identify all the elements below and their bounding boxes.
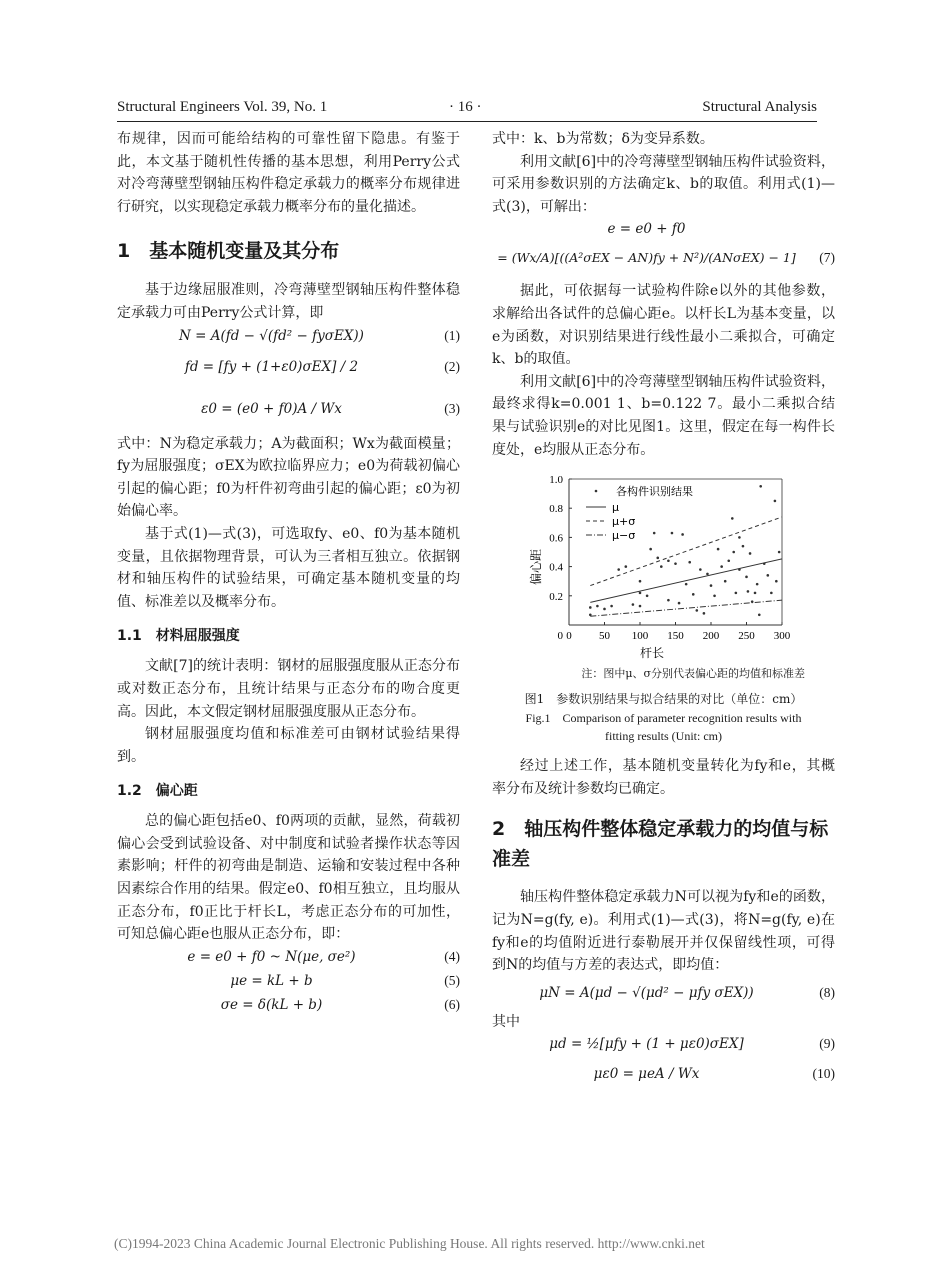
data-point bbox=[710, 584, 713, 587]
section-heading-2: 2 轴压构件整体稳定承载力的均值与标准差 bbox=[492, 818, 829, 871]
data-point bbox=[724, 580, 727, 583]
x-tick-label: 250 bbox=[738, 630, 755, 643]
data-point bbox=[653, 532, 656, 535]
equation-number: (4) bbox=[444, 948, 460, 964]
data-point bbox=[727, 560, 730, 563]
data-point bbox=[703, 612, 706, 615]
data-point bbox=[717, 548, 720, 551]
equation-body: σe = δ(kL + b) bbox=[220, 996, 323, 1013]
equation-body: με0 = μeA / Wx bbox=[593, 1066, 700, 1083]
data-point bbox=[688, 561, 691, 564]
data-point bbox=[639, 605, 642, 608]
data-point bbox=[754, 592, 757, 595]
y-tick-label: 1.0 bbox=[549, 474, 563, 487]
equation-body: μe = kL + b bbox=[230, 972, 313, 989]
section-heading-1: 1 基本随机变量及其分布 bbox=[117, 240, 340, 263]
paragraph: 据此，可依据每一试验构件除e以外的其他参数，求解给出各试件的总偏心距e。以杆长L为基本变量，以e为函数，对识别结果进行线性最小二乘拟合，可确定k、b的取值。 bbox=[492, 283, 835, 368]
subsection-heading-1-2: 1.2 偏心距 bbox=[117, 783, 198, 800]
equation-number: (1) bbox=[444, 327, 460, 343]
equation-body: e = e0 + f0 ~ N(μe, σe²) bbox=[187, 948, 356, 965]
paragraph: 式中：N为稳定承载力；A为截面积；Wx为截面模量；fy为屈服强度；σEX为欧拉临界应力；e0为荷载初偏心引起的偏心距；f0为杆件初弯曲引起的偏心距；ε0为初始偏心率。 bbox=[117, 435, 460, 520]
data-point bbox=[625, 565, 628, 568]
data-point bbox=[775, 580, 778, 583]
equation-number: (7) bbox=[819, 250, 835, 266]
legend-label-mu-plus-sigma: μ+σ bbox=[612, 515, 636, 529]
subsection-heading-1-1: 1.1 材料屈服强度 bbox=[117, 628, 240, 645]
paragraph: 其中 bbox=[492, 1013, 520, 1030]
data-point bbox=[610, 605, 613, 608]
y-axis-label: 偏心距 bbox=[529, 549, 543, 586]
paragraph: 利用文献[6]中的冷弯薄壁型钢轴压构件试验资料，最终求得k=0.001 1、b=0.122 7。最小二乘拟合结果与试验识别e的对比见图1。这里，假定在每一构件长度处，e均服从正态分布。 bbox=[492, 373, 835, 458]
data-point bbox=[696, 609, 699, 612]
paragraph: 经过上述工作，基本随机变量转化为fy和e，其概率分布及统计参数均已确定。 bbox=[492, 758, 835, 797]
paragraph: 文献[7]的统计表明：钢材的屈服强度服从正态分布或对数正态分布，且统计结果与正态分布的吻合度更高。因此，本文假定钢材屈服强度服从正态分布。 bbox=[117, 658, 460, 720]
data-point bbox=[774, 500, 777, 503]
data-point bbox=[749, 552, 752, 555]
equation-7 bbox=[492, 242, 835, 280]
data-point bbox=[671, 532, 674, 535]
paragraph: 总的偏心距包括e0、f0两项的贡献，显然，荷载初偏心会受到试验设备、对中制度和试验者操作状态等因素影响；杆件的初弯曲是制造、运输和安装过程中各种因素综合作用的结果。假定e0、f0相互独立，且均服从正态分布，f0正比于杆长L，考虑正态分布的可加性，可知总偏心距e也服从正态分布，即： bbox=[117, 813, 460, 943]
data-point bbox=[738, 536, 741, 539]
data-point bbox=[649, 548, 652, 551]
data-point bbox=[632, 603, 635, 606]
equation-9 bbox=[492, 1033, 835, 1063]
equation-2 bbox=[117, 349, 460, 389]
paragraph: 基于边缘屈服准则，冷弯薄壁型钢轴压构件整体稳定承载力可由Perry公式计算，即 bbox=[117, 282, 460, 321]
data-point bbox=[678, 602, 681, 605]
x-axis-label: 杆长 bbox=[639, 646, 665, 661]
paragraph: 布规律，因而可能给结构的可靠性留下隐患。有鉴于此，本文基于随机性传播的基本思想，利用Perry公式对冷弯薄壁型钢轴压构件稳定承载力的概率分布规律进行研究，以实现稳定承载力概率分布的量化描述。 bbox=[117, 131, 460, 215]
data-point bbox=[646, 595, 649, 598]
x-tick-label: 300 bbox=[773, 630, 791, 643]
y-tick-label: 0.4 bbox=[549, 561, 563, 574]
figure-note: 注：图中μ、σ分别代表偏心距的均值和标准差 bbox=[581, 667, 805, 681]
data-point bbox=[720, 565, 723, 568]
equation-4 bbox=[117, 946, 460, 970]
y-tick-label: 0.6 bbox=[549, 532, 563, 545]
paragraph: 钢材屈服强度均值和标准差可由钢材试验结果得到。 bbox=[117, 726, 460, 765]
copyright-footer: (C)1994-2023 China Academic Journal Electronic Publishing House. All rights reserved. http://www.cnki.net bbox=[114, 1236, 705, 1251]
equation-10 bbox=[492, 1063, 835, 1093]
data-point bbox=[603, 608, 606, 611]
data-point bbox=[596, 605, 599, 608]
legend-label-points: 各构件识别结果 bbox=[616, 485, 693, 499]
data-point bbox=[745, 576, 748, 579]
left-column bbox=[117, 128, 460, 1018]
equation-number: (3) bbox=[444, 400, 460, 416]
data-point bbox=[674, 563, 677, 566]
figure-1 bbox=[492, 467, 835, 745]
data-point bbox=[731, 517, 734, 520]
equation-number: (6) bbox=[444, 996, 460, 1012]
data-point bbox=[770, 592, 773, 595]
paragraph: 基于式(1)—式(3)，可选取fy、e0、f0为基本随机变量，且依据物理背景，可认为三者相互独立。依据钢材和轴压构件的试验结果，可确定基本随机变量的均值、标准差以及概率分布。 bbox=[117, 525, 460, 610]
section-name: Structural Analysis bbox=[702, 99, 817, 115]
y-tick-label: 0.8 bbox=[549, 503, 563, 516]
legend-label-mu-minus-sigma: μ−σ bbox=[612, 529, 636, 543]
data-point bbox=[735, 592, 738, 595]
legend-marker-points bbox=[595, 490, 598, 493]
data-point bbox=[589, 606, 592, 609]
figure-caption-en-2: fitting results (Unit: cm) bbox=[605, 729, 722, 744]
data-point bbox=[639, 592, 642, 595]
origin-label: 0 bbox=[557, 630, 563, 643]
legend bbox=[586, 484, 693, 542]
equation-body: = (Wx/A)[((A²σEX − AN)fy + N²)/(ANσEX) − 1] bbox=[497, 250, 796, 266]
equation-number: (2) bbox=[444, 358, 460, 374]
data-point bbox=[706, 573, 709, 576]
data-point bbox=[713, 595, 716, 598]
equation-3 bbox=[117, 389, 460, 433]
paragraph: 轴压构件整体稳定承载力N可以视为fy和e的函数，记为N=g(fy, e)。利用式(1)—式(3)，将N=g(fy, e)在fy和e的均值附近进行泰勒展开并仅保留线性项，可得到N的均值与方差的表达式，即均值： bbox=[492, 889, 835, 974]
paragraph: 利用文献[6]中的冷弯薄壁型钢轴压构件试验资料，可采用参数识别的方法确定k、b的取值。利用式(1)—式(3)，可解出： bbox=[492, 153, 835, 215]
journal-info: Structural Engineers Vol. 39, No. 1 bbox=[117, 99, 328, 115]
data-point bbox=[685, 583, 688, 586]
data-point bbox=[756, 583, 759, 586]
x-tick-label: 0 bbox=[566, 630, 572, 643]
scatter-chart bbox=[492, 467, 835, 667]
data-point bbox=[747, 590, 750, 593]
data-point bbox=[681, 533, 684, 536]
data-point bbox=[732, 551, 735, 554]
data-point bbox=[758, 614, 761, 617]
equation-body: e = e0 + f0 bbox=[607, 221, 686, 238]
fit-line-dashdot bbox=[590, 600, 782, 616]
data-point bbox=[767, 574, 770, 577]
equation-1 bbox=[117, 325, 460, 349]
paragraph: 式中：k、b为常数；δ为变异系数。 bbox=[492, 131, 714, 147]
x-tick-label: 100 bbox=[631, 630, 649, 643]
data-point bbox=[667, 599, 670, 602]
equation-7a bbox=[492, 218, 835, 242]
fit-line-solid bbox=[590, 559, 782, 603]
equation-6 bbox=[117, 994, 460, 1018]
page-number: · 16 · bbox=[449, 99, 482, 115]
x-tick-label: 50 bbox=[599, 630, 610, 643]
x-tick-label: 200 bbox=[702, 630, 720, 643]
data-point bbox=[656, 557, 659, 560]
equation-body: μN = A(μd − √(μd² − μfy σEX)) bbox=[539, 984, 754, 1001]
y-tick-label: 0.2 bbox=[549, 590, 563, 603]
equation-number: (9) bbox=[819, 1036, 835, 1052]
equation-number: (8) bbox=[819, 984, 835, 1000]
legend-label-mu: μ bbox=[612, 501, 619, 515]
equation-body: N = A(fd − √(fd² − fyσEX)) bbox=[179, 327, 364, 344]
equation-5 bbox=[117, 970, 460, 994]
equation-number: (10) bbox=[812, 1066, 835, 1082]
right-column bbox=[492, 128, 835, 1093]
data-point bbox=[617, 568, 620, 571]
equation-body: μd = ½[μfy + (1 + με0)σEX] bbox=[549, 1036, 744, 1053]
data-point bbox=[778, 551, 781, 554]
figure-caption-cn: 图1 参数识别结果与拟合结果的对比（单位：cm） bbox=[524, 692, 803, 707]
equation-body: ε0 = (e0 + f0)A / Wx bbox=[201, 400, 342, 417]
page-header bbox=[117, 97, 817, 122]
data-point bbox=[639, 580, 642, 583]
data-point bbox=[692, 593, 695, 596]
data-point bbox=[742, 545, 745, 548]
equation-8 bbox=[492, 977, 835, 1011]
equation-number: (5) bbox=[444, 972, 460, 988]
data-point bbox=[699, 568, 702, 571]
data-point bbox=[667, 560, 670, 563]
data-point bbox=[660, 565, 663, 568]
data-point bbox=[759, 485, 762, 488]
figure-caption-en: Fig.1 Comparison of parameter recognition results with bbox=[525, 711, 802, 726]
equation-body: fd = [fy + (1+ε0)σEX] / 2 bbox=[184, 358, 359, 375]
x-tick-label: 150 bbox=[667, 630, 684, 643]
